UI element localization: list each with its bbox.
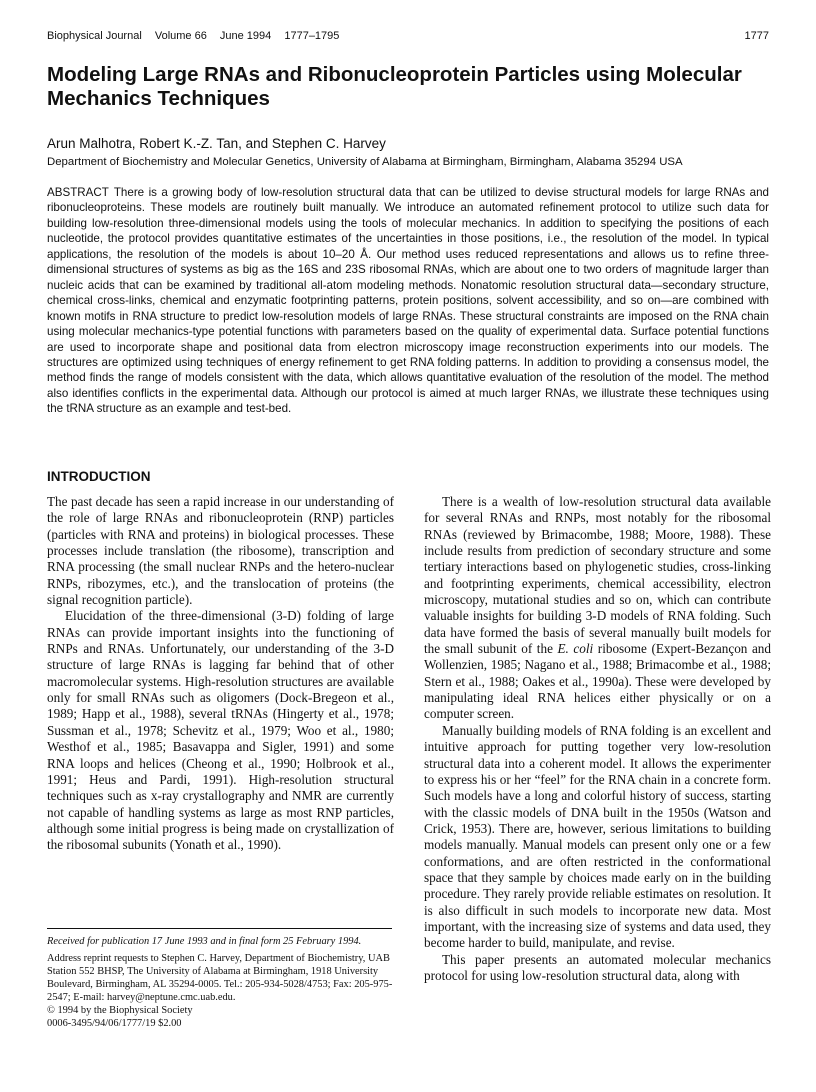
journal-pages: 1777–1795 bbox=[284, 30, 340, 42]
left-column bbox=[47, 494, 394, 854]
footnotes bbox=[47, 935, 394, 1030]
organism-name: E. coli bbox=[557, 641, 594, 657]
received-date-note: Received for publication 17 June 1993 and in final form 25 February 1994. bbox=[47, 936, 362, 947]
journal-date: June 1994 bbox=[219, 30, 272, 42]
author-affiliation: Department of Biochemistry and Molecular Genetics, University of Alabama at Birmingham, Birmingham, Alabama 35294 USA bbox=[47, 156, 683, 168]
journal-name: Biophysical Journal bbox=[47, 30, 142, 42]
section-heading-introduction: INTRODUCTION bbox=[47, 469, 151, 484]
author-list: Arun Malhotra, Robert K.-Z. Tan, and Stephen C. Harvey bbox=[47, 136, 386, 151]
paper-title: Modeling Large RNAs and Ribonucleoprotein Particles using Molecular Mechanics Techniques bbox=[47, 63, 742, 110]
intro-paragraph-1: The past decade has seen a rapid increase in our understanding of the role of large RNAs and ribonucleoprotein (RNP) particles (particles with RNA and proteins) in biological processes. These processes include translation (the ribosome), transcription and RNA processing (the small nuclear RNPs and the hetero-nuclear RNPs, ribozymes, etc.), and the translocation of proteins (the signal recognition particle). bbox=[47, 494, 394, 608]
abstract-text: There is a growing body of low-resolution structural data that can be utilized to devise structural models for large RNAs and ribonucleoproteins. These models are routinely built manually. We introduce an automated refinement protocol to utilize such data for building low-resolution three-dimensional models using the tools of molecular mechanics. In addition to specifying the positions of each nucleotide, the protocol provides quantitative estimates of the uncertainties in those positions, i.e., the resolution of the model. In typical applications, the resolution of the models is about 10–20 Å. Our method uses reduced representations and allows us to refine three-dimensional structures of systems as big as the 16S and 23S ribosomal RNAs, which are about one to two orders of magnitude larger than nucleic acids that can be examined by traditional all-atom modeling methods. Nonatomic resolution structural data—secondary structure, chemical cross-links, chemical and enzymatic footprinting patterns, protein positions, solvent accessibility, and so on—are combined with known motifs in RNA structure to predict low-resolution models of large RNAs. These structural constraints are imposed on the RNA chain using molecular mechanics-type potential functions with parameters based on the quality of experimental data. Surface potential functions are used to incorporate shape and positional data from electron microscopy image reconstruction experiments into our models. The structures are optimized using techniques of energy refinement to get RNA folding patterns. In addition to providing a consensus model, the method finds the range of models consistent with the data, which allows quantitative evaluation of the resolution of the model. The method also identifies conflicts in the experimental data. Although our protocol is aimed at much larger RNAs, we illustrate these techniques using the tRNA structure as an example and test-bed. bbox=[47, 186, 769, 416]
journal-volume: Volume 66 bbox=[154, 30, 207, 42]
right-column bbox=[424, 494, 771, 984]
reprint-address-note: Address reprint requests to Stephen C. Harvey, Department of Biochemistry, UAB Station 552 BHSP, The University of Alabama at Birmingham, 1918 University Boulevard, Birmingham, AL 35294-0005. Tel.: 205-934-5028/4753; Fax: 205-975-2547; E-mail: harvey@neptune.cmc.uab.edu. bbox=[47, 953, 393, 1003]
intro-paragraph-2: Elucidation of the three-dimensional (3-D) folding of large RNAs can provide important insights into the functioning of RNPs and RNAs. Unfortunately, our understanding of the 3-D structure of large RNAs is lagging far behind that of other macromolecular systems. High-resolution structures are available only for small RNAs such as oligomers (Dock-Bregeon et al., 1989; Happ et al., 1988), several tRNAs (Hingerty et al., 1978; Sussman et al., 1978; Schevitz et al., 1979; Woo et al., 1980; Westhof et al., 1985; Basavappa and Sigler, 1991) and some RNA loops and helices (Cheong et al., 1990; Holbrook et al., 1991; Heus and Pardi, 1991). High-resolution structural techniques such as x-ray crystallography and NMR are currently not capable of handling systems as large as most RNP particles, although some initial progress is being made on crystallization of the ribosomal subunits (Yonath et al., 1990). bbox=[47, 608, 394, 853]
journal-citation bbox=[47, 30, 349, 42]
page-number: 1777 bbox=[744, 30, 769, 42]
article-code: 0006-3495/94/06/1777/19 $2.00 bbox=[47, 1018, 182, 1029]
paragraph-text: ribosome (Expert-Bezançon and Wollenzien, 1985; Nagano et al., 1988; Brimacombe et al., 1988; Stern et al., 1988; Oakes et al., 1990a). These were developed by manipulating ideal RNA helices either physically or on a computer screen. bbox=[424, 641, 771, 722]
footnote-divider bbox=[47, 928, 392, 929]
copyright-note: © 1994 by the Biophysical Society bbox=[47, 1005, 193, 1016]
intro-paragraph-5: This paper presents an automated molecular mechanics protocol for using low-resolution structural data, along with bbox=[424, 951, 771, 983]
paragraph-text: There is a wealth of low-resolution structural data available for several RNAs and RNPs, most notably for the ribosomal RNAs (reviewed by Brimacombe, 1988; Moore, 1988). These include results from prediction of secondary structure and some tertiary interactions based on phylogenetic studies, cross-linking and footprinting experiments, chemical accessibility, electron microscopy, mutational studies and so on, which can contribute valuable insights for building 3-D models of RNA folding. Such data have formed the basis of several manually built models for the small subunit of the bbox=[424, 494, 771, 657]
intro-paragraph-4: Manually building models of RNA folding is an excellent and intuitive approach for putting together very low-resolution structural data into a coherent model. It allows the experimenter to express his or her “feel” for the RNA chain in a concrete form. Such models have a long and colorful history of success, starting with the classic models of DNA built in the 1950s (Watson and Crick, 1953). There are, however, serious limitations to building models manually. Manual models can present only one or a few conformations, and are often restricted in the conformational space that they sample by choices made early on in the building procedure. They rarely provide reliable estimates on resolution. It is also difficult in such models to incorporate new data. Most important, with the increasing size of systems and data used, they become harder to build, manipulate, and revise. bbox=[424, 722, 771, 951]
abstract bbox=[47, 185, 769, 417]
intro-paragraph-3 bbox=[424, 494, 771, 723]
running-head bbox=[47, 30, 769, 42]
abstract-label: ABSTRACT bbox=[47, 186, 109, 199]
